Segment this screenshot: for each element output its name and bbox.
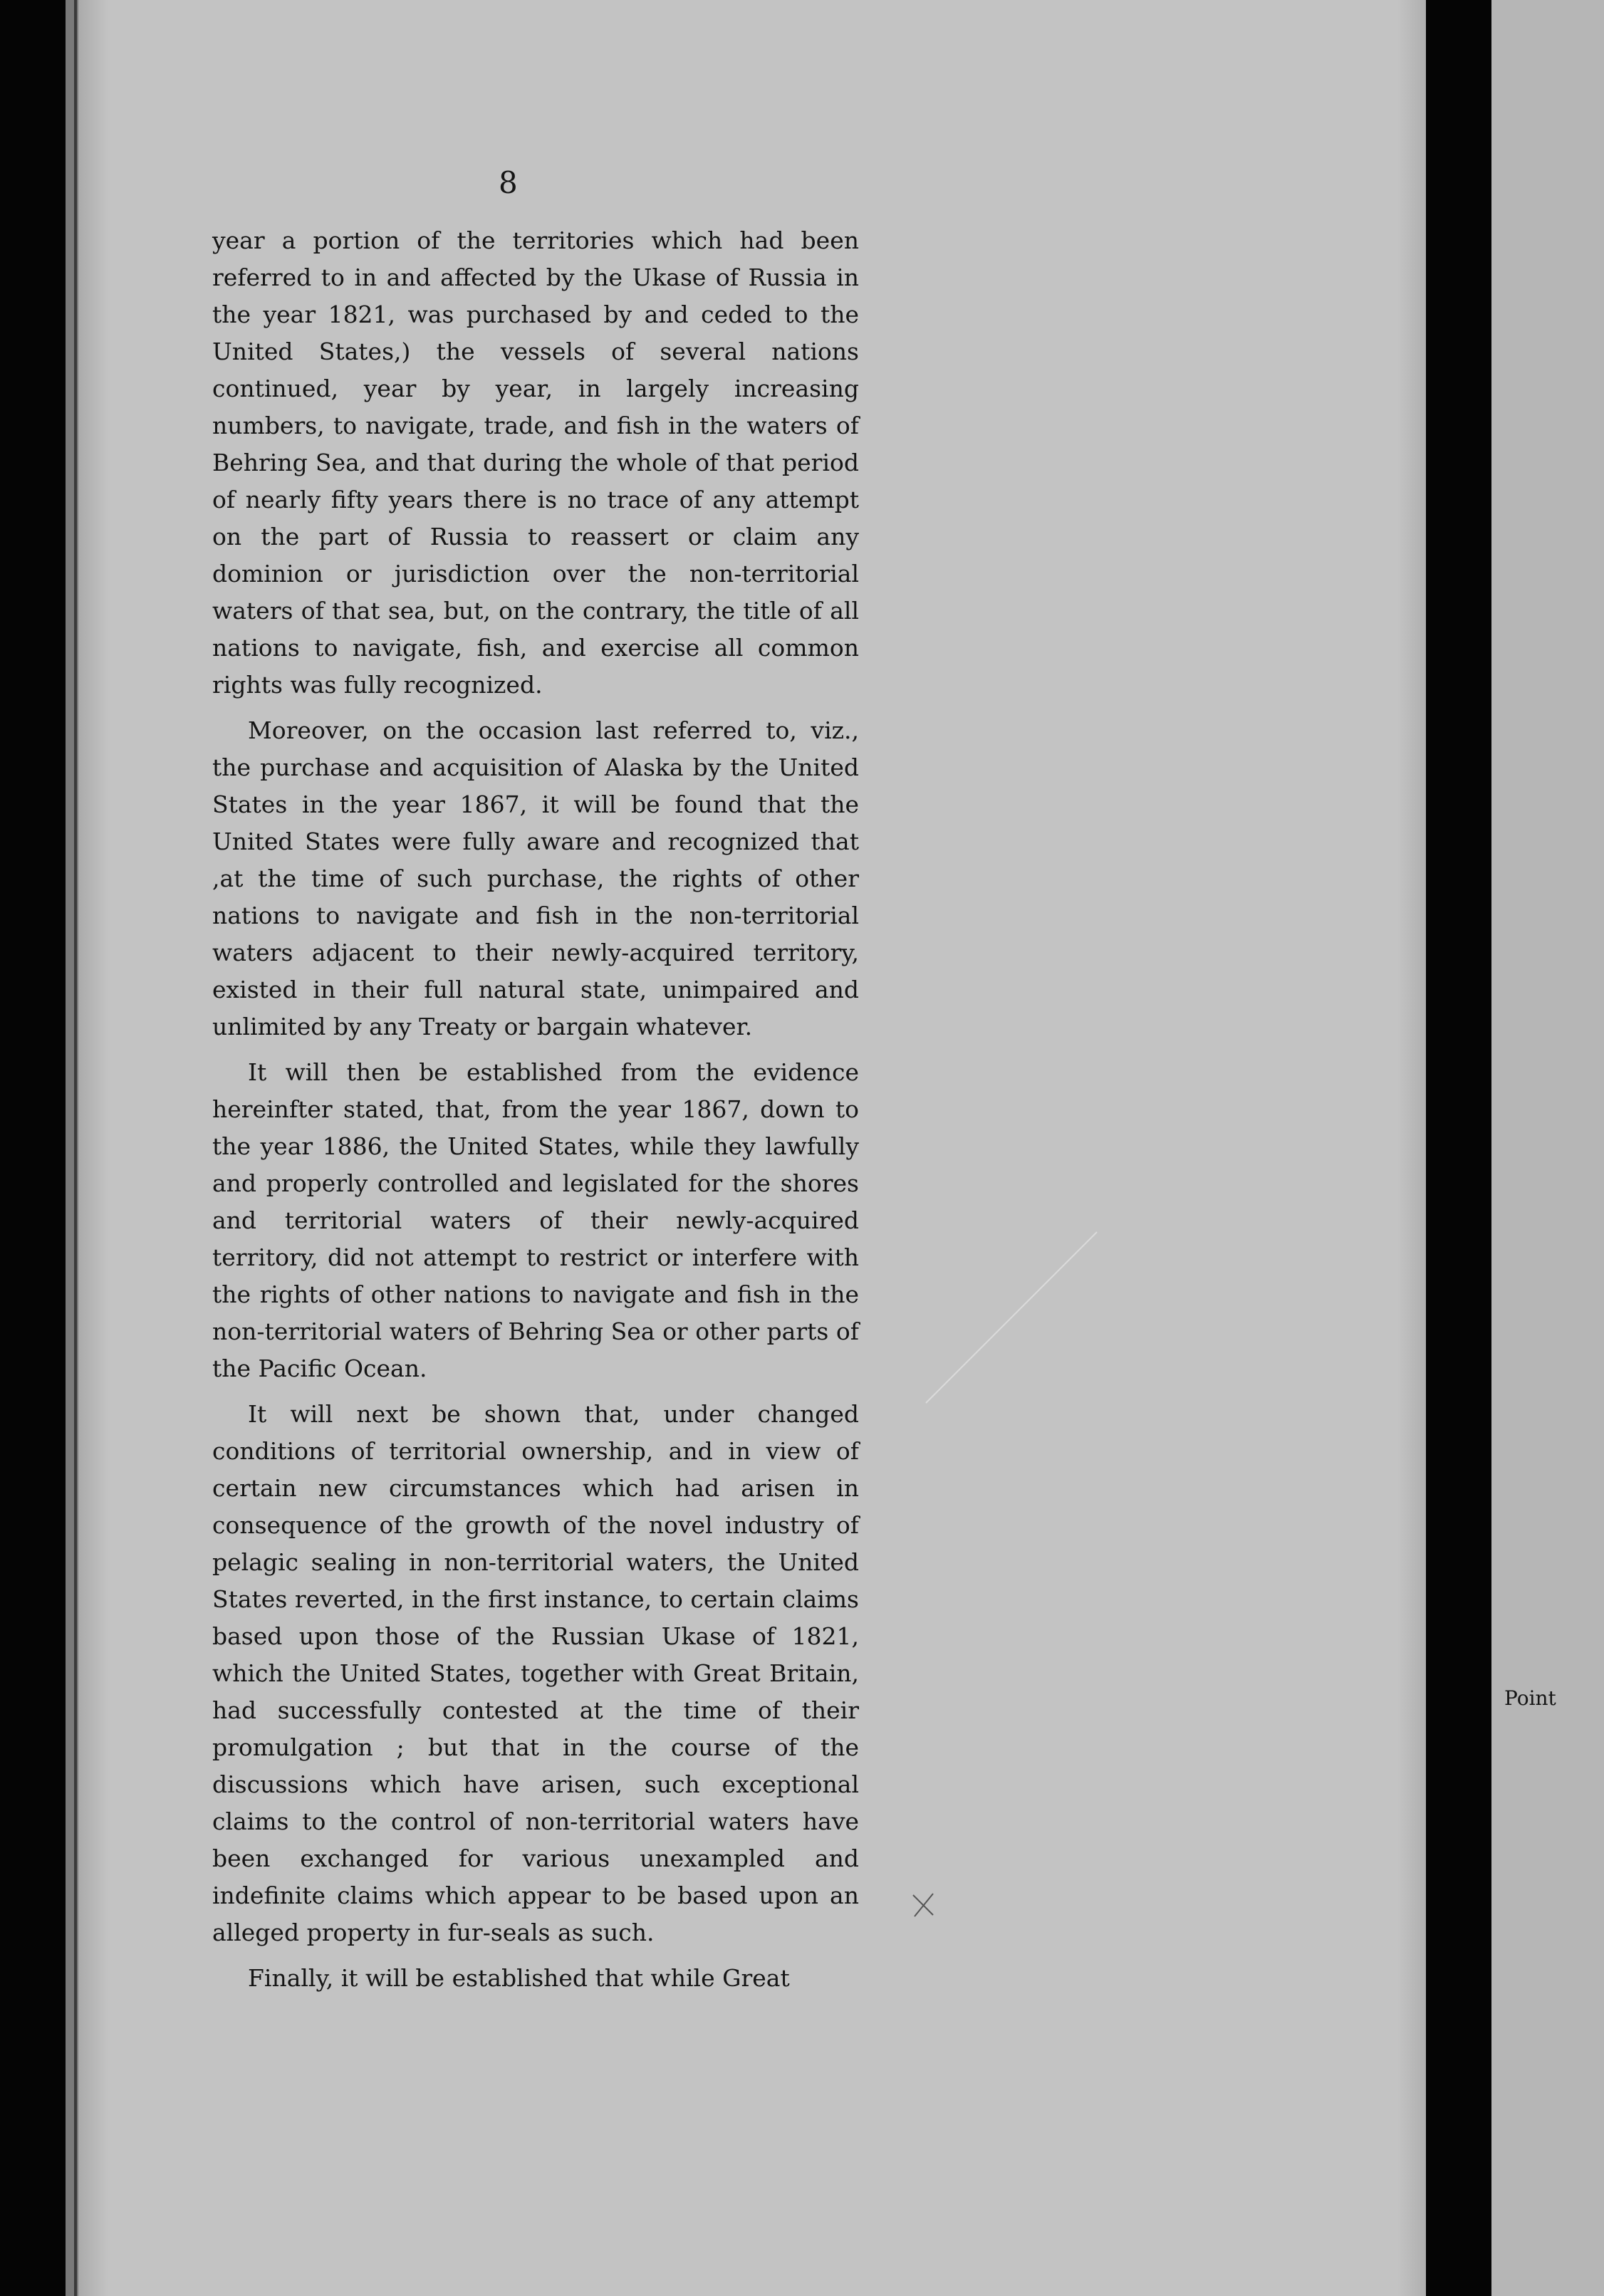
scratch-mark xyxy=(919,1225,1104,1410)
paragraph-finally: Finally, it will be established that while Great xyxy=(248,1964,790,1992)
paragraph-established: It will then be established from the evidence hereinfter stated, that, from the year 1867, down to the year 1886, the United States, while they lawfully and properly controlled and legislated for the shores and territorial waters of their newly-acquired territory, did not attempt to restrict or interfere with the rights of other nations to navigate and fish in the non-territorial waters of Behring Sea or other parts of the Pacific Ocean. xyxy=(212,1058,859,1382)
paragraph-moreover: Moreover, on the occasion last referred to, viz., the purchase and acquisition of Alaska by the United States in the year 1867, it will be found that the United States were fully aware and recognized that ,at the time of such purchase, the rights of other nations to navigate and fish in the non-territorial waters adjacent to their newly-acquired territory, existed in their full natural state, unimpaired and unlimited by any Treaty or bargain whatever. xyxy=(212,716,859,1040)
adjacent-page-edge xyxy=(1491,0,1604,2296)
page-number: 8 xyxy=(499,165,518,200)
paragraph-continuation: year a portion of the territories which had been referred to in and affected by the Ukase of Russia in the year 1821, was purchased by and ceded to the United States,) the vessels of several nations continued, year by year, in largely increasing numbers, to navigate, trade, and fish in the waters of Behring Sea, and that during the whole of that period of nearly fifty years there is no trace of any attempt on the part of Russia to reassert or claim any dominion or jurisdiction over the non-territorial waters of that sea, but, on the contrary, the title of all nations to navigate, fish, and exercise all common rights was fully recognized. xyxy=(212,226,859,699)
pencil-cross-mark xyxy=(909,1891,937,1919)
binding-line xyxy=(74,0,77,2296)
page-gutter xyxy=(1426,0,1491,2296)
adjacent-margin-note: Point xyxy=(1504,1686,1556,1710)
body-text xyxy=(212,222,859,1997)
paragraph-next-shown: It will next be shown that, under changed conditions of territorial ownership, and in view of certain new circumstances which had arisen in consequence of the growth of the novel industry of pelagic sealing in non-territorial waters, the United States reverted, in the first instance, to certain claims based upon those of the Russian Ukase of 1821, which the United States, together with Great Britain, had successfully contested at the time of their promulgation ; but that in the course of the discussions which have arisen, such exceptional claims to the control of non-territorial waters have been exchanged for various unexampled and indefinite claims which appear to be based upon an alleged property in fur-seals as such. xyxy=(212,1400,859,1946)
